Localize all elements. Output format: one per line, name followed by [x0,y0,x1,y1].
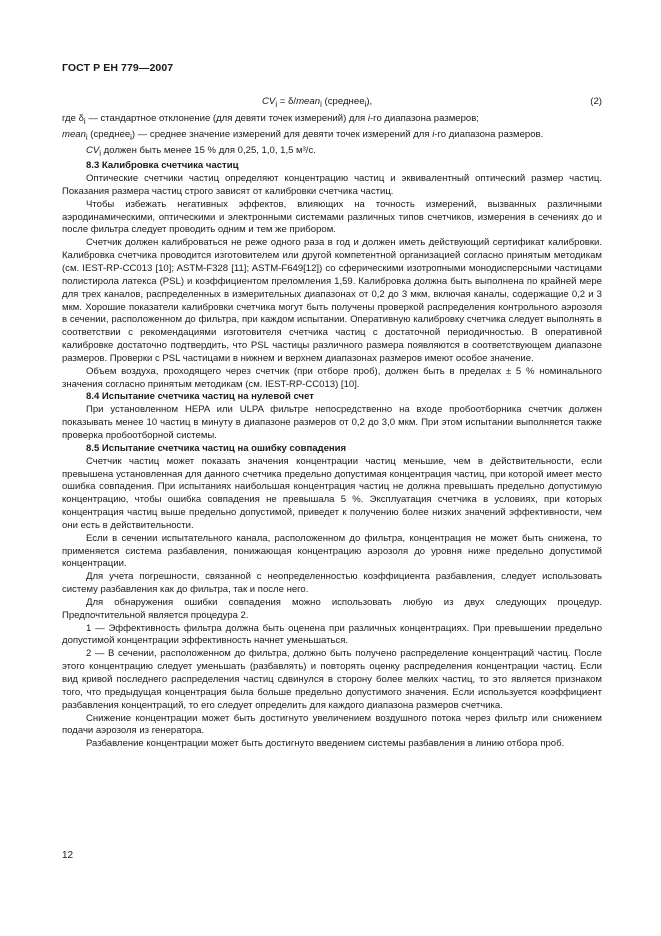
section-8-5-title: 8.5 Испытание счетчика частиц на ошибку совпадения [86,442,347,454]
formula-expression: $CV_i$ = δ/mean$_i$ (среднее$_i$), [262,96,373,109]
section-8-5-paragraph: Снижение концентрации может быть достигнуто увеличением воздушного потока через фильтр или снижением подачи аэрозоля из генератора. [62,712,602,737]
section-8-5-paragraph: Для учета погрешности, связанной с неопределенностью коэффициента разбавления, следует использовать систему разбавления как до фильтра, так и после него. [62,571,602,596]
document-page [62,62,602,751]
section-8-3-title: 8.3 Калибровка счетчика частиц [86,160,239,172]
document-header: ГОСТ Р ЕН 779—2007 [62,62,174,74]
formula-number: (2) [590,96,602,107]
page-number: 12 [62,850,74,861]
section-8-3-paragraph: Чтобы избежать негативных эффектов, влияющих на точность измерений, вызванных различными аэродинамическими, оптическими и электронными системами различных типов счетчиков, измерения в сечениях до и после фильтра следует проводить одним и тем же прибором. [62,198,602,236]
section-8-5-paragraph: Счетчик частиц может показать значения концентрации частиц меньшие, чем в действительности, если превышена установленная для данного счетчика предельно допустимая концентрация частиц, при которой имеет место ошибка совпадения. При испытаниях наибольшая концентрация частиц не должна превышать предельно допустимую концентрацию, чтобы ошибка совпадения не превышала 5 %. Эксплуатация счетчика в условиях, при которых концентрация частиц выше предельно допустимой, приведет к получению более низких значений эффективности, чем они есть в действительности. [62,455,602,531]
procedure-2: 2 — В сечении, расположенном до фильтра, должно быть получено распределение концентраций частиц. После этого концентрацию следует уменьшать (разбавлять) и повторять оценку распределения концентрации частиц. Если вид кривой последнего распределения частиц сдвинулся в сторону более мелких частиц, то это является признаком того, что предыдущая концентрация была больше предельно допустимого значения. Если используется коэффициент разбавления концентраций, то его следует определить для каждого диапазона размеров счетчика. [62,648,602,711]
section-8-5-paragraph: Для обнаружения ошибки совпадения можно использовать любую из двух следующих процедур. Предпочтительной является процедура 2. [62,596,602,621]
section-8-3-paragraph: Оптические счетчики частиц определяют концентрацию частиц и эквивалентный оптический размер частиц. Показания размера частиц строго зависят от калибровки счетчика частиц. [62,173,602,197]
section-8-4-paragraph: При установленном HEPA или ULPA фильтре непосредственно на входе пробоотборника счетчик должен показывать менее 10 частиц в минуту в диапазоне размеров от 0,2 до 3,0 мкм. При этом испытании выполняется также проверка пробоотборной системы. [62,404,602,441]
section-8-5-paragraph: Если в сечении испытательного канала, расположенном до фильтра, концентрация не может быть снижена, то применяется система разбавления, понижающая концентрацию аэрозоля до уровня ниже предельно допустимой концентрации. [62,532,602,570]
section-8-3-paragraph: Счетчик должен калиброваться не реже одного раза в год и должен иметь действующий сертификат калибровки. Калибровка счетчика проводится изготовителем или другой компетентной организацией согласно принятым методикам (см. IEST-RP-CC013 [10]; ASTM-F328 [11]; ASTM-F649[12]) со сферическими изотропными монодисперсными частицами полистирола латекса (PSL) и коэффициентом преломления 1,59. Калибровка должна быть выполнена по крайней мере для трех каналов, распределенных в измерительных диапазонах от 0,2 до 3 мкм, включая каналы, содержащие 0,2 и 3 мкм. Хорошие показатели калибровки счетчика могут быть получены проверкой распределения контрольного аэрозоля в сечении, расположенном до фильтра, при каждом испытании. Оперативную калибровку счетчика следует выполнять в соответствии с рекомендациями изготовителя счетчика частиц с достаточной периодичностью. В оперативной калибровке достаточно подтвердить, что PSL частицы различного размера появляются в соответствующем диапазоне размеров. Проверки с PSL частицами в нижнем и верхнем диапазонах размеров имеют особое значение. [62,237,602,364]
cv-requirement: $CV_i$ должен быть менее 15 % для 0,25, 1,0, 1,5 м³/с. [86,144,316,158]
formula-2 [62,96,602,110]
section-8-4-title: 8.4 Испытание счетчика частиц на нулевой счет [86,391,314,403]
definition-delta: где $\delta_i$ — стандартное отклонение (для девяти точек измерений) для i-го диапазона размеров; [62,113,479,126]
definition-mean: mean$_i$ (среднее$_i$) — среднее значение измерений для девяти точек измерений для i-го диапазона размеров. [62,128,544,142]
procedure-1: 1 — Эффективность фильтра должна быть оценена при различных концентрациях. При превышении предельно допустимой концентрации эффективность начнет уменьшаться. [62,622,602,647]
section-8-3-paragraph: Объем воздуха, проходящего через счетчик (при отборе проб), должен быть в пределах ± 5 % номинального значения согласно принятым методикам (см. IEST-RP-CC013) [10]. [62,365,602,390]
section-8-5-paragraph: Разбавление концентрации может быть достигнуто введением системы разбавления в линию отбора проб. [86,738,565,750]
